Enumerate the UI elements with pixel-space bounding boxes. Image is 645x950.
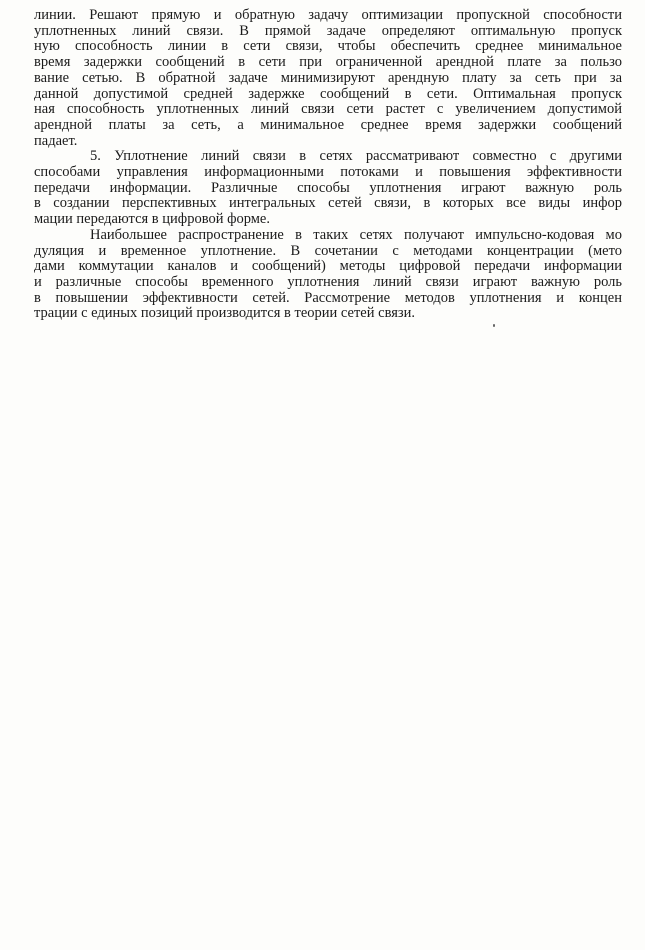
text-line: в повышении эффективности сетей. Рассмотрение методов уплотнения и концен [34, 289, 622, 306]
text-line: время задержки сообщений в сети при ограниченной арендной плате за пользо [34, 54, 622, 71]
text-line: вание сетью. В обратной задаче минимизируют арендную плату за сеть при за [34, 69, 622, 86]
text-line: передачи информации. Различные способы уплотнения играют важную роль [34, 179, 622, 196]
paragraph-2 [34, 149, 622, 228]
text-line: ную способность линии в сети связи, чтобы обеспечить среднее минимальное [34, 38, 622, 55]
document-body [34, 8, 622, 322]
text-line: арендной платы за сеть, а минимальное среднее время задержки сообщений [34, 116, 622, 133]
text-line: и различные способы временного уплотнения линий связи играют важную роль [34, 273, 622, 290]
text-line: мации передаются в цифровой форме. [34, 211, 270, 228]
text-line: уплотненных линий связи. В прямой задаче определяют оптимальную пропуск [34, 22, 622, 39]
text-line: Наибольшее распространение в таких сетях получают импульсно-кодовая мо [90, 226, 622, 243]
text-line: данной допустимой средней задержке сообщений в сети. Оптимальная пропуск [34, 85, 622, 102]
text-line: трации с единых позиций производится в теории сетей связи. [34, 305, 416, 322]
text-line: дуляция и временное уплотнение. В сочетании с методами концентрации (мето [34, 242, 622, 259]
scan-speck [493, 324, 495, 327]
text-line: в создании перспективных интегральных сетей связи, в которых все виды инфор [34, 195, 622, 212]
paragraph-1 [34, 8, 622, 149]
text-line: способами управления информационными потоками и повышения эффективности [34, 164, 622, 181]
text-line: линии. Решают прямую и обратную задачу оптимизации пропускной способности [34, 7, 622, 23]
text-line: ная способность уплотненных линий связи сети растет с увеличением допустимой [34, 101, 622, 118]
text-line: 5. Уплотнение линий связи в сетях рассматривают совместно с другими [90, 148, 622, 165]
text-line: дами коммутации каналов и сообщений) методы цифровой передачи информации [34, 258, 622, 275]
text-line: падает. [34, 132, 78, 149]
paragraph-3 [34, 228, 622, 322]
